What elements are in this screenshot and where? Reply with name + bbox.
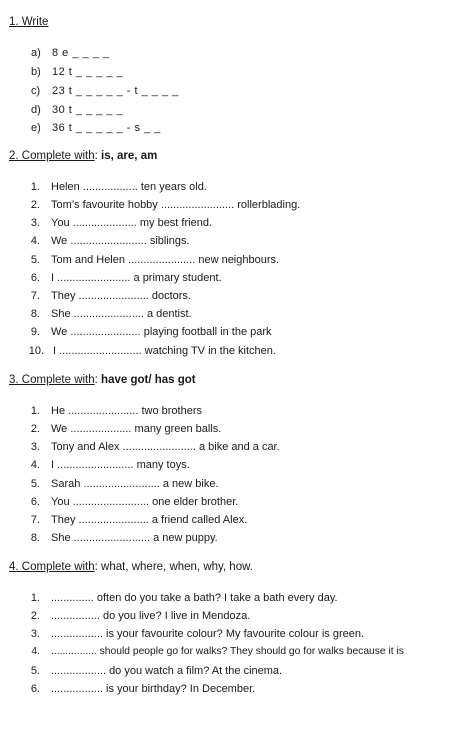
item-number: 4. xyxy=(30,459,40,471)
item-text: We ......................... siblings. xyxy=(51,235,190,247)
item-text: Helen .................. ten years old. xyxy=(51,181,207,193)
item-number: 5. xyxy=(30,478,40,490)
section-3-words: have got/ has got xyxy=(97,374,196,386)
item-letter: c) xyxy=(31,85,41,97)
section-3-title: 3. Complete with: have got/ has got xyxy=(9,374,196,386)
item-text: .............. often do you take a bath? I take a bath every day. xyxy=(51,592,338,604)
section-1-label: 1. Write xyxy=(9,16,49,28)
item-text: ................. is your birthday? In December. xyxy=(51,683,256,695)
item-number: 6. xyxy=(30,683,40,695)
item-text: They ....................... doctors. xyxy=(51,290,191,302)
item-number: 2. xyxy=(30,423,40,435)
item-number: 9. xyxy=(30,326,40,338)
item-text: Sarah ......................... a new bike. xyxy=(51,478,219,490)
section-4-label: 4. Complete with xyxy=(9,561,95,573)
item-number: 3. xyxy=(30,628,40,640)
item-number: 4. xyxy=(30,235,40,247)
section-4-words: : what, where, when, why, how. xyxy=(94,561,253,573)
item-letter: e) xyxy=(31,122,41,134)
item-text: We .................... many green balls. xyxy=(51,423,222,435)
item-number: 2. xyxy=(30,610,40,622)
item-text: 12 t _ _ _ _ _ xyxy=(52,66,124,78)
item-number: 1. xyxy=(30,405,40,417)
item-text: ................ should people go for walks? They should go for walks because it is xyxy=(51,646,404,657)
item-number: 7. xyxy=(30,514,40,526)
item-number: 1. xyxy=(30,592,40,604)
item-letter: d) xyxy=(31,104,41,116)
item-text: 8 e _ _ _ _ xyxy=(52,47,110,59)
item-number: 3. xyxy=(30,441,40,453)
item-number: 7. xyxy=(30,290,40,302)
item-text: ................ do you live? I live in Mendoza. xyxy=(51,610,251,622)
item-text: Tom’s favourite hobby ........................ rollerblading. xyxy=(51,199,301,211)
item-text: Tony and Alex ........................ a bike and a car. xyxy=(51,441,280,453)
section-2-title: 2. Complete with: is, are, am xyxy=(9,150,158,162)
item-text: You ..................... my best friend. xyxy=(51,217,212,229)
item-text: I ........................... watching TV in the kitchen. xyxy=(53,345,276,357)
item-number: 3. xyxy=(30,217,40,229)
section-2-words: is, are, am xyxy=(97,150,158,162)
item-text: She ......................... a new puppy. xyxy=(51,532,218,544)
item-number: 6. xyxy=(30,496,40,508)
item-text: She ....................... a dentist. xyxy=(51,308,192,320)
item-number: 6. xyxy=(30,272,40,284)
item-text: I ......................... many toys. xyxy=(51,459,190,471)
item-number: 10. xyxy=(28,345,44,357)
item-letter: b) xyxy=(31,66,41,78)
item-text: They ....................... a friend called Alex. xyxy=(51,514,248,526)
item-text: You ......................... one elder brother. xyxy=(51,496,239,508)
item-text: 30 t _ _ _ _ _ xyxy=(52,104,124,116)
section-4-title xyxy=(9,561,253,573)
section-3-label: 3. Complete with xyxy=(9,374,95,386)
section-1-title xyxy=(9,16,48,28)
item-text: He ....................... two brothers xyxy=(51,405,202,417)
item-number: 8. xyxy=(30,532,40,544)
item-text: 36 t _ _ _ _ _ - s _ _ xyxy=(52,122,161,134)
item-text: 23 t _ _ _ _ _ - t _ _ _ _ xyxy=(52,85,179,97)
item-text: We ....................... playing football in the park xyxy=(51,326,272,338)
item-number: 4. xyxy=(31,646,40,657)
item-letter: a) xyxy=(31,47,41,59)
item-text: ................. is your favourite colour? My favourite colour is green. xyxy=(51,628,365,640)
item-number: 1. xyxy=(30,181,40,193)
item-number: 2. xyxy=(30,199,40,211)
section-2-label: 2. Complete with xyxy=(9,150,95,162)
item-text: I ........................ a primary student. xyxy=(51,272,222,284)
item-number: 5. xyxy=(30,254,40,266)
item-text: Tom and Helen ...................... new neighbours. xyxy=(51,254,280,266)
item-number: 5. xyxy=(30,665,40,677)
item-number: 8. xyxy=(30,308,40,320)
item-text: .................. do you watch a film? At the cinema. xyxy=(51,665,283,677)
